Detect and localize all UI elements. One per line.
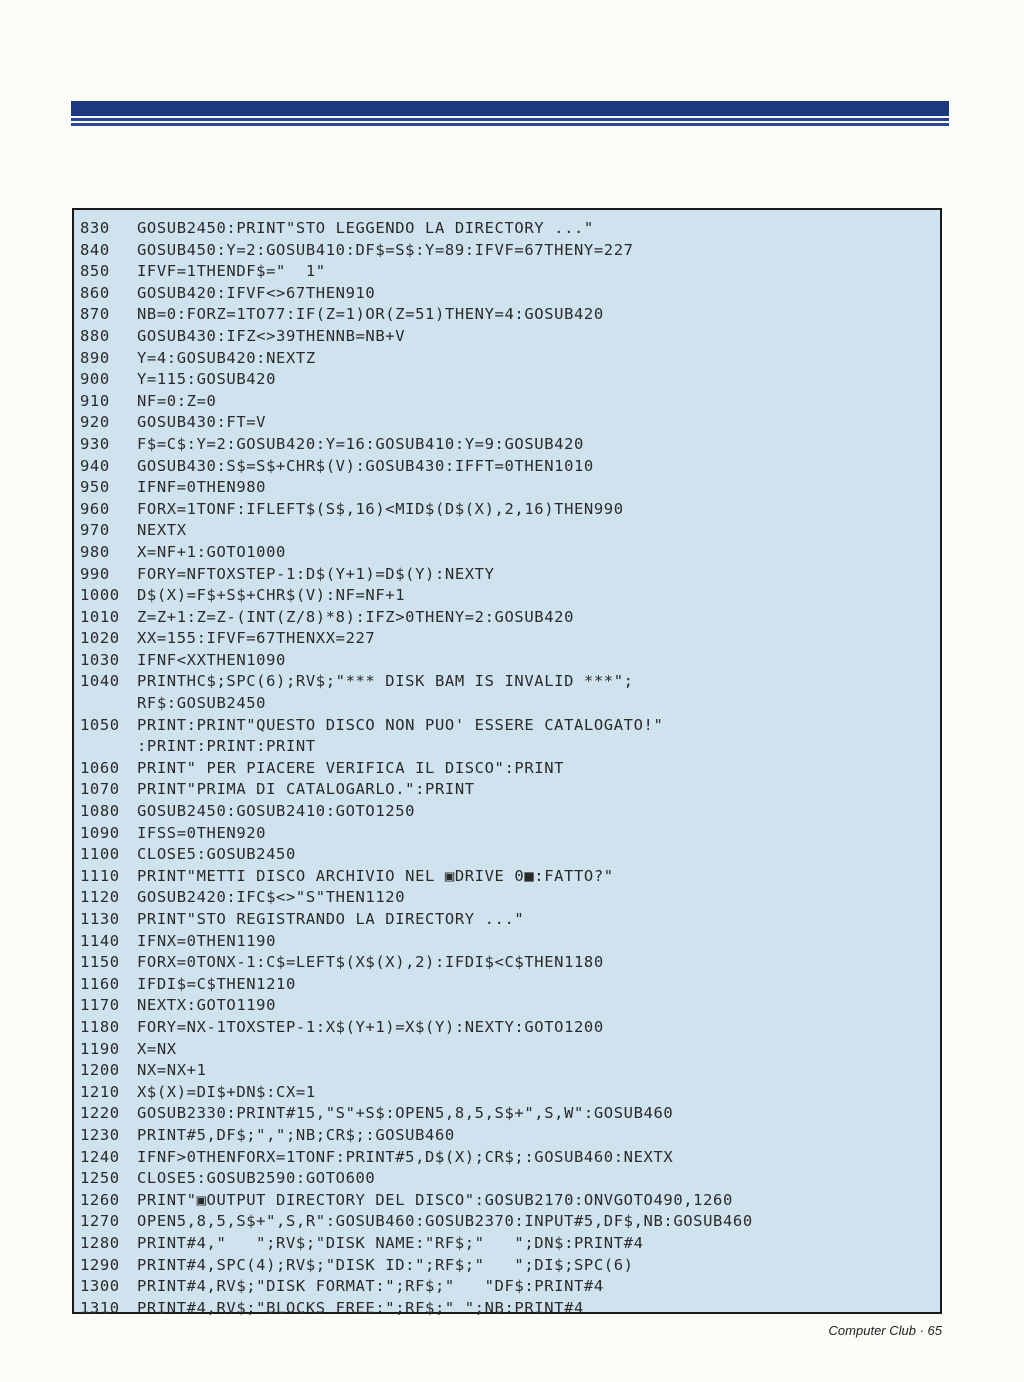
- line-number: 960: [80, 499, 110, 518]
- line-number: 1160: [80, 974, 120, 993]
- line-code: PRINT"METTI DISCO ARCHIVIO NEL ▣DRIVE 0■:FATTO?": [137, 866, 614, 885]
- code-line: [80, 1060, 936, 1082]
- line-code: PRINT"PRIMA DI CATALOGARLO.":PRINT: [137, 780, 475, 799]
- code-line: [80, 434, 936, 456]
- line-number: 1260: [80, 1190, 120, 1209]
- code-line: [80, 456, 936, 478]
- header-bar-main: [71, 101, 949, 116]
- line-number: 890: [80, 348, 110, 367]
- line-code: GOSUB2450:PRINT"STO LEGGENDO LA DIRECTORY ...": [137, 219, 594, 237]
- code-line: [80, 1211, 936, 1233]
- code-line: [80, 671, 936, 693]
- code-line: [80, 1103, 936, 1125]
- line-number: 940: [80, 456, 110, 475]
- line-number: 950: [80, 478, 110, 497]
- line-number: 1170: [80, 996, 120, 1015]
- line-code: FORX=0TONX-1:C$=LEFT$(X$(X),2):IFDI$<C$THEN1180: [137, 953, 604, 972]
- line-code: PRINT#4,SPC(4);RV$;"DISK ID:";RF$;" ";DI$;SPC(6): [137, 1255, 634, 1274]
- code-line: [80, 952, 936, 974]
- code-line: [80, 779, 936, 801]
- line-code: PRINT#4,RV$;"BLOCKS FREE:";RF$;" ";NB:PRINT#4: [137, 1298, 584, 1317]
- line-number: 1230: [80, 1125, 120, 1144]
- code-line: [80, 499, 936, 521]
- line-code: NF=0:Z=0: [137, 391, 217, 410]
- line-code: RF$:GOSUB2450: [137, 694, 267, 713]
- code-line: [80, 348, 936, 370]
- line-code: GOSUB420:IFVF<>67THEN910: [137, 283, 376, 302]
- line-code: CLOSE5:GOSUB2450: [137, 845, 296, 864]
- line-number: 1060: [80, 758, 120, 777]
- line-code: GOSUB430:S$=S$+CHR$(V):GOSUB430:IFFT=0THEN1010: [137, 456, 594, 475]
- code-line: [80, 261, 936, 283]
- code-line: [80, 240, 936, 262]
- line-number: 870: [80, 305, 110, 324]
- line-code: FORX=1TONF:IFLEFT$(S$,16)<MID$(D$(X),2,16)THEN990: [137, 499, 624, 518]
- line-number: 900: [80, 370, 110, 389]
- line-code: PRINT"STO REGISTRANDO LA DIRECTORY ...": [137, 910, 525, 928]
- code-line: [80, 715, 936, 737]
- line-code: X=NX: [137, 1039, 177, 1058]
- code-line: [80, 931, 936, 953]
- line-code: FORY=NX-1TOXSTEP-1:X$(Y+1)=X$(Y):NEXTY:GOTO1200: [137, 1017, 604, 1036]
- line-number: 1290: [80, 1255, 120, 1274]
- line-number: 1120: [80, 888, 120, 907]
- code-line: [80, 995, 936, 1017]
- line-code: PRINT#5,DF$;",";NB;CR$;:GOSUB460: [137, 1125, 455, 1144]
- line-number: 980: [80, 542, 110, 561]
- line-number: 970: [80, 521, 110, 540]
- code-listing-box: [72, 208, 942, 1317]
- code-line: [80, 1298, 936, 1320]
- header-bar-rule: [71, 118, 949, 121]
- line-code: GOSUB450:Y=2:GOSUB410:DF$=S$:Y=89:IFVF=67THENY=227: [137, 240, 634, 259]
- line-code: GOSUB430:FT=V: [137, 413, 267, 432]
- line-code: Y=115:GOSUB420: [137, 370, 277, 389]
- line-code: IFNX=0THEN1190: [137, 931, 277, 950]
- code-line: [80, 1168, 936, 1190]
- code-line: [80, 801, 936, 823]
- code-line: [80, 758, 936, 780]
- code-line: [80, 693, 936, 715]
- line-number: 1130: [80, 910, 120, 928]
- line-number: 1220: [80, 1104, 120, 1123]
- line-number: 1240: [80, 1147, 120, 1166]
- line-code: OPEN5,8,5,S$+",S,R":GOSUB460:GOSUB2370:INPUT#5,DF$,NB:GOSUB460: [137, 1212, 753, 1231]
- line-code: X$(X)=DI$+DN$:CX=1: [137, 1082, 316, 1101]
- line-code: X=NF+1:GOTO1000: [137, 542, 286, 561]
- line-number: 1180: [80, 1017, 120, 1036]
- line-code: GOSUB2330:PRINT#15,"S"+S$:OPEN5,8,5,S$+",S,W":GOSUB460: [137, 1104, 674, 1123]
- code-line: [80, 1233, 936, 1255]
- code-line: [80, 391, 936, 413]
- line-number: 1080: [80, 802, 120, 821]
- code-line: [80, 369, 936, 391]
- code-line: [80, 1039, 936, 1061]
- code-listing: [80, 218, 936, 1319]
- header-bar-rule: [71, 123, 949, 126]
- code-line: [80, 542, 936, 564]
- code-line: [80, 887, 936, 909]
- code-line: [80, 650, 936, 672]
- code-line: [80, 607, 936, 629]
- line-number: 1150: [80, 953, 120, 972]
- code-line: [80, 1125, 936, 1147]
- line-number: 1110: [80, 866, 120, 885]
- code-line: [80, 823, 936, 845]
- code-line: [80, 974, 936, 996]
- line-number: 860: [80, 283, 110, 302]
- code-line: [80, 477, 936, 499]
- line-number: 1040: [80, 672, 120, 691]
- code-line: [80, 326, 936, 348]
- line-code: PRINT:PRINT"QUESTO DISCO NON PUO' ESSERE CATALOGATO!": [137, 715, 664, 734]
- line-code: IFVF=1THENDF$=" 1": [137, 262, 326, 281]
- page-footer: Computer Club · 65: [828, 1323, 942, 1338]
- code-line: [80, 520, 936, 542]
- code-line: [80, 844, 936, 866]
- line-code: Y=4:GOSUB420:NEXTZ: [137, 348, 316, 367]
- code-line: [80, 1255, 936, 1277]
- code-line: [80, 628, 936, 650]
- line-number: 1270: [80, 1212, 120, 1231]
- line-code: PRINT#4,RV$;"DISK FORMAT:";RF$;" "DF$:PRINT#4: [137, 1277, 604, 1296]
- line-number: 1200: [80, 1061, 120, 1080]
- line-number: 830: [80, 219, 110, 237]
- line-number: 1210: [80, 1082, 120, 1101]
- code-line: [80, 1147, 936, 1169]
- line-number: 1090: [80, 823, 120, 842]
- line-code: F$=C$:Y=2:GOSUB420:Y=16:GOSUB410:Y=9:GOSUB420: [137, 434, 584, 453]
- code-line: [80, 866, 936, 888]
- code-line: [80, 585, 936, 607]
- line-number: 1250: [80, 1169, 120, 1188]
- line-number: 1140: [80, 931, 120, 950]
- line-code: NEXTX:GOTO1190: [137, 996, 277, 1015]
- line-code: XX=155:IFVF=67THENXX=227: [137, 629, 376, 648]
- code-line: [80, 304, 936, 326]
- line-code: PRINT" PER PIACERE VERIFICA IL DISCO":PRINT: [137, 758, 565, 777]
- line-number: 850: [80, 262, 110, 281]
- line-code: NX=NX+1: [137, 1061, 207, 1080]
- header-band: [71, 101, 949, 128]
- line-code: PRINTHC$;SPC(6);RV$;"*** DISK BAM IS INVALID ***";: [137, 672, 634, 691]
- code-line: [80, 909, 936, 931]
- line-code: PRINT"▣OUTPUT DIRECTORY DEL DISCO":GOSUB2170:ONVGOTO490,1260: [137, 1190, 733, 1209]
- line-number: 840: [80, 240, 110, 259]
- line-number: 1280: [80, 1233, 120, 1252]
- line-code: PRINT#4," ";RV$;"DISK NAME:"RF$;" ";DN$:PRINT#4: [137, 1233, 644, 1252]
- line-code: CLOSE5:GOSUB2590:GOTO600: [137, 1169, 376, 1188]
- line-number: 1190: [80, 1039, 120, 1058]
- code-line: [80, 283, 936, 305]
- line-code: IFSS=0THEN920: [137, 823, 267, 842]
- code-line: [80, 564, 936, 586]
- code-line: [80, 218, 936, 240]
- line-number: 930: [80, 434, 110, 453]
- line-code: GOSUB2450:GOSUB2410:GOTO1250: [137, 802, 416, 821]
- line-number: 1310: [80, 1298, 120, 1317]
- line-code: :PRINT:PRINT:PRINT: [137, 737, 316, 756]
- line-code: NB=0:FORZ=1TO77:IF(Z=1)OR(Z=51)THENY=4:GOSUB420: [137, 305, 604, 324]
- code-line: [80, 412, 936, 434]
- line-code: IFNF<XXTHEN1090: [137, 650, 286, 669]
- line-code: FORY=NFTOXSTEP-1:D$(Y+1)=D$(Y):NEXTY: [137, 564, 495, 583]
- line-code: NEXTX: [137, 521, 187, 540]
- line-number: 1000: [80, 586, 120, 605]
- line-number: 1070: [80, 780, 120, 799]
- line-code: IFNF=0THEN980: [137, 478, 267, 497]
- line-number: 910: [80, 391, 110, 410]
- line-number: 1010: [80, 607, 120, 626]
- code-line: [80, 1082, 936, 1104]
- line-number: 1050: [80, 715, 120, 734]
- line-code: D$(X)=F$+S$+CHR$(V):NF=NF+1: [137, 586, 406, 605]
- line-code: GOSUB430:IFZ<>39THENNB=NB+V: [137, 326, 406, 345]
- line-number: 880: [80, 326, 110, 345]
- code-line: [80, 1017, 936, 1039]
- line-code: IFNF>0THENFORX=1TONF:PRINT#5,D$(X);CR$;:GOSUB460:NEXTX: [137, 1147, 674, 1166]
- line-number: 920: [80, 413, 110, 432]
- code-line: [80, 1190, 936, 1212]
- code-line: [80, 736, 936, 758]
- code-line: [80, 1276, 936, 1298]
- line-number: 1020: [80, 629, 120, 648]
- line-code: GOSUB2420:IFC$<>"S"THEN1120: [137, 888, 406, 907]
- line-number: 1030: [80, 650, 120, 669]
- line-code: IFDI$=C$THEN1210: [137, 974, 296, 993]
- line-number: 990: [80, 564, 110, 583]
- line-number: 1100: [80, 845, 120, 864]
- line-code: Z=Z+1:Z=Z-(INT(Z/8)*8):IFZ>0THENY=2:GOSUB420: [137, 607, 574, 626]
- line-number: 1300: [80, 1277, 120, 1296]
